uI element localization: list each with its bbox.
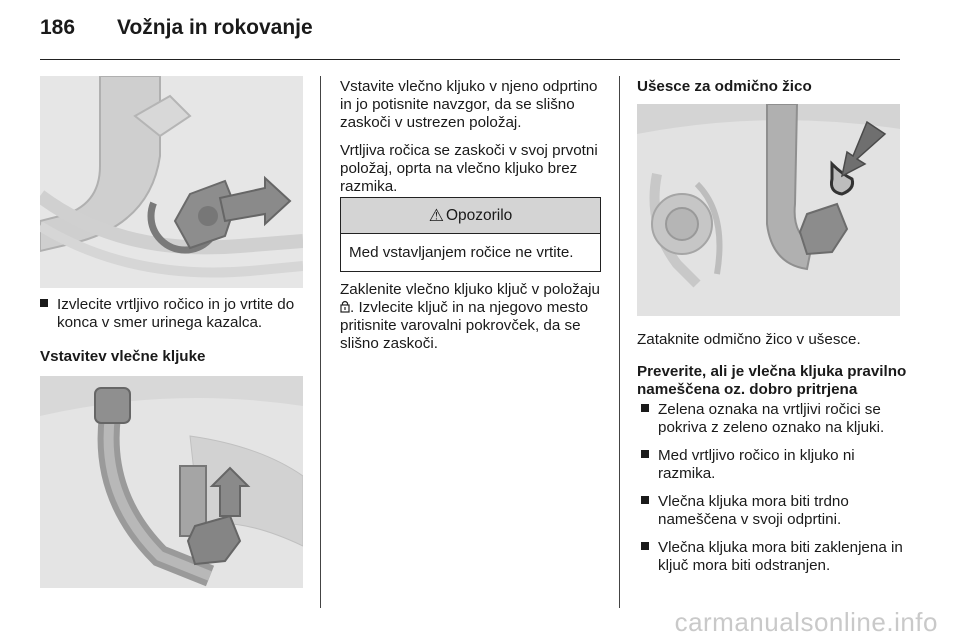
warning-box <box>340 197 601 272</box>
warning-title: Opozorilo <box>445 206 513 224</box>
list-item: Izvlecite vrtljivo ročico in jo vrtite do konca v smer urinega kazalca. <box>40 296 308 332</box>
figure-tow-hook-rotate <box>40 76 303 288</box>
section-subheading: Vstavitev vlečne kljuke <box>40 348 206 365</box>
header-rule <box>40 59 900 60</box>
paragraph: Zataknite odmično žico v ušesce. <box>637 331 861 348</box>
paragraph: Vrtljiva ročica se zaskoči v svoj prvotni položaj, oprta na vlečno kljuko brez razmika. <box>340 142 598 195</box>
section-subheading: Preverite, ali je vlečna kljuka pravilno nameščena oz. dobro pritrjena <box>637 363 907 398</box>
column-divider-left <box>320 76 321 608</box>
list-item: Zelena oznaka na vrtljivi ročici se pokriva z zeleno oznako na kljuki. <box>641 401 909 437</box>
bullet-square-icon <box>641 450 649 458</box>
page-number: 186 <box>40 16 76 39</box>
paragraph: Vstavite vlečno kljuko v njeno odprtino in jo potisnite navzgor, da se slišno zaskoči v ustrezen položaj. <box>340 78 598 131</box>
column-divider-right <box>619 76 620 608</box>
list-item: Vlečna kljuka mora biti zaklenjena in ključ mora biti odstranjen. <box>641 539 909 575</box>
warning-triangle-icon: ⚠ <box>428 205 444 225</box>
watermark: carmanualsonline.info <box>674 607 938 637</box>
tow-hook-insert-illustration <box>40 376 303 588</box>
paragraph: Zaklenite vlečno kljuko ključ v položaju . Izvlecite ključ in na njegovo mesto pritisnite varovalni pokrovček, da se slišno zaskoči. <box>340 281 601 352</box>
tow-hook-rotate-illustration <box>40 76 303 288</box>
lock-key-icon <box>340 300 350 313</box>
bullet-square-icon <box>641 542 649 550</box>
bullet-square-icon <box>40 299 48 307</box>
section-heading: Ušesce za odmično žico <box>637 78 812 95</box>
eyelet-illustration <box>637 104 900 316</box>
figure-tow-hook-insert <box>40 376 303 588</box>
bullet-square-icon <box>641 496 649 504</box>
checklist <box>637 401 909 575</box>
page-title: Vožnja in rokovanje <box>117 16 313 39</box>
list-item: Med vrtljivo ročico in kljuko ni razmika. <box>641 447 909 483</box>
figure-breakaway-cable-eyelet <box>637 104 900 316</box>
warning-header <box>341 198 600 234</box>
bullet-square-icon <box>641 404 649 412</box>
warning-text: Med vstavljanjem ročice ne vrtite. <box>349 244 574 261</box>
list-item: Vlečna kljuka mora biti trdno nameščena v svoji odprtini. <box>641 493 909 529</box>
